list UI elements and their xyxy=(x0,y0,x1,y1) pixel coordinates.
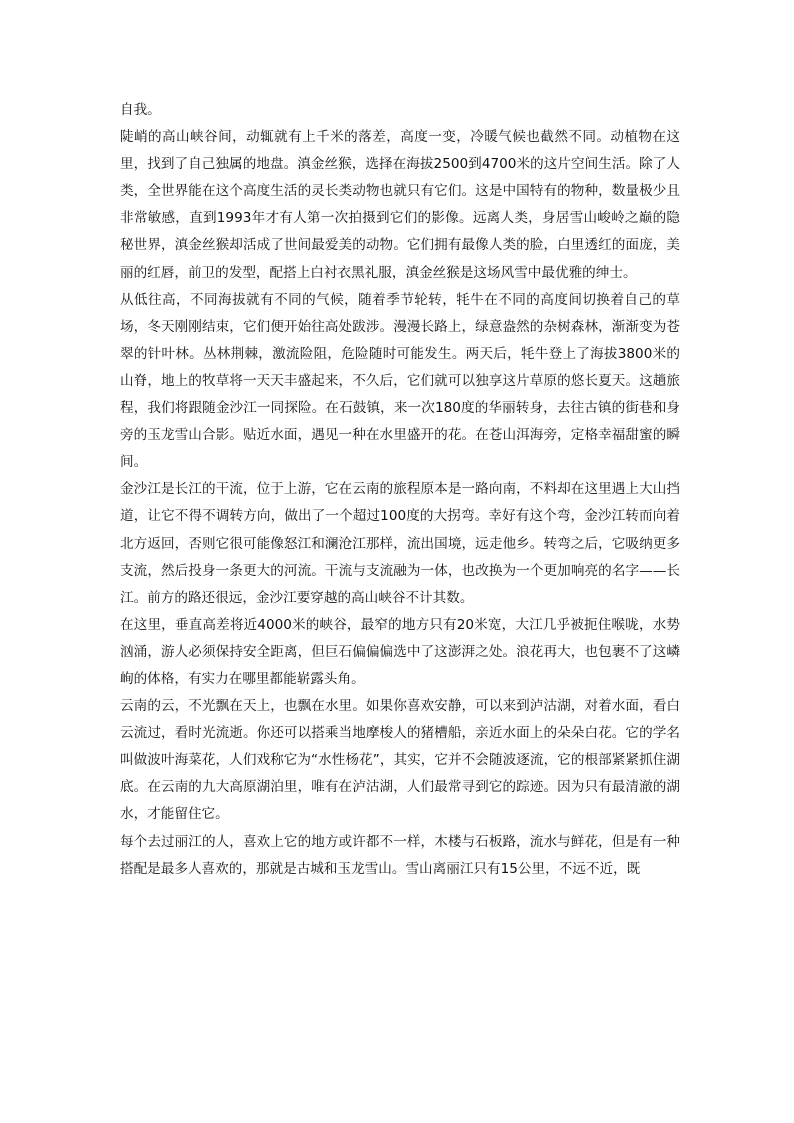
paragraph: 陡峭的高山峡谷间，动辄就有上千米的落差，高度一变，冷暖气候也截然不同。动植物在这里，找到了自己独属的地盘。滇金丝猴，选择在海拔2500到4700米的这片空间生活。除了人类，全世界能在这个高度生活的灵长类动物也就只有它们。这是中国特有的物种，数量极少且非常敏感，直到1993年才有人第一次拍摄到它们的影像。远离人类，身居雪山峻岭之巅的隐秘世界，滇金丝猴却活成了世间最爱美的动物。它们拥有最像人类的脸，白里透红的面庞，美丽的红唇，前卫的发型，配搭上白衬衣黑礼服，滇金丝猴是这场风雪中最优雅的绅士。 xyxy=(120,129,680,281)
paragraph: 自我。 xyxy=(120,102,161,118)
paragraph: 金沙江是长江的干流，位于上游，它在云南的旅程原本是一路向南，不料却在这里遇上大山挡道，让它不得不调转方向，做出了一个超过100度的大拐弯。幸好有这个弯，金沙江转而向着北方返回，否则它很可能像怒江和澜沧江那样，流出国境，远走他乡。转弯之后，它吸纳更多支流，然后投身一条更大的河流。干流与支流融为一体，也改换为一个更加响亮的名字——长江。前方的路还很远，金沙江要穿越的高山峡谷不计其数。 xyxy=(120,481,680,606)
paragraph: 在这里，垂直高差将近4000米的峡谷，最窄的地方只有20米宽，大江几乎被扼住喉咙，水势汹涌，游人必须保持安全距离，但巨石偏偏偏选中了这澎湃之处。浪花再大，也包裹不了这嶙峋的体格，有实力在哪里都能崭露头角。 xyxy=(120,616,680,687)
paragraph: 从低往高，不同海拔就有不同的气候，随着季节轮转，牦牛在不同的高度间切换着自己的草场，冬天刚刚结束，它们便开始往高处跋涉。漫漫长路上，绿意盎然的杂树森林，渐渐变为苍翠的针叶林。丛林荆棘，激流险阻，危险随时可能发生。两天后，牦牛登上了海拔3800米的山脊，地上的牧草将一天天丰盛起来，不久后，它们就可以独享这片草原的悠长夏天。这趟旅程，我们将跟随金沙江一同探险。在石鼓镇，来一次180度的华丽转身，去往古镇的街巷和身旁的玉龙雪山合影。贴近水面，遇见一种在水里盛开的花。在苍山洱海旁，定格幸福甜蜜的瞬间。 xyxy=(120,291,680,471)
paragraph: 云南的云，不光飘在天上，也飘在水里。如果你喜欢安静，可以来到泸沽湖，对着水面，看白云流过，看时光流逝。你还可以搭乘当地摩梭人的猪槽船，亲近水面上的朵朵白花。它的学名叫做波叶海菜花，人们戏称它为“水性杨花”，其实，它并不会随波逐流，它的根部紧紧抓住湖底。在云南的九大高原湖泊里，唯有在泸沽湖，人们最常寻到它的踪迹。因为只有最清澈的湖水，才能留住它。 xyxy=(120,698,680,823)
paragraph: 每个去过丽江的人，喜欢上它的地方或许都不一样，木楼与石板路，流水与鲜花，但是有一种搭配是最多人喜欢的，那就是古城和玉龙雪山。雪山离丽江只有15公里，不远不近，既 xyxy=(120,833,680,877)
document-body xyxy=(120,97,680,883)
